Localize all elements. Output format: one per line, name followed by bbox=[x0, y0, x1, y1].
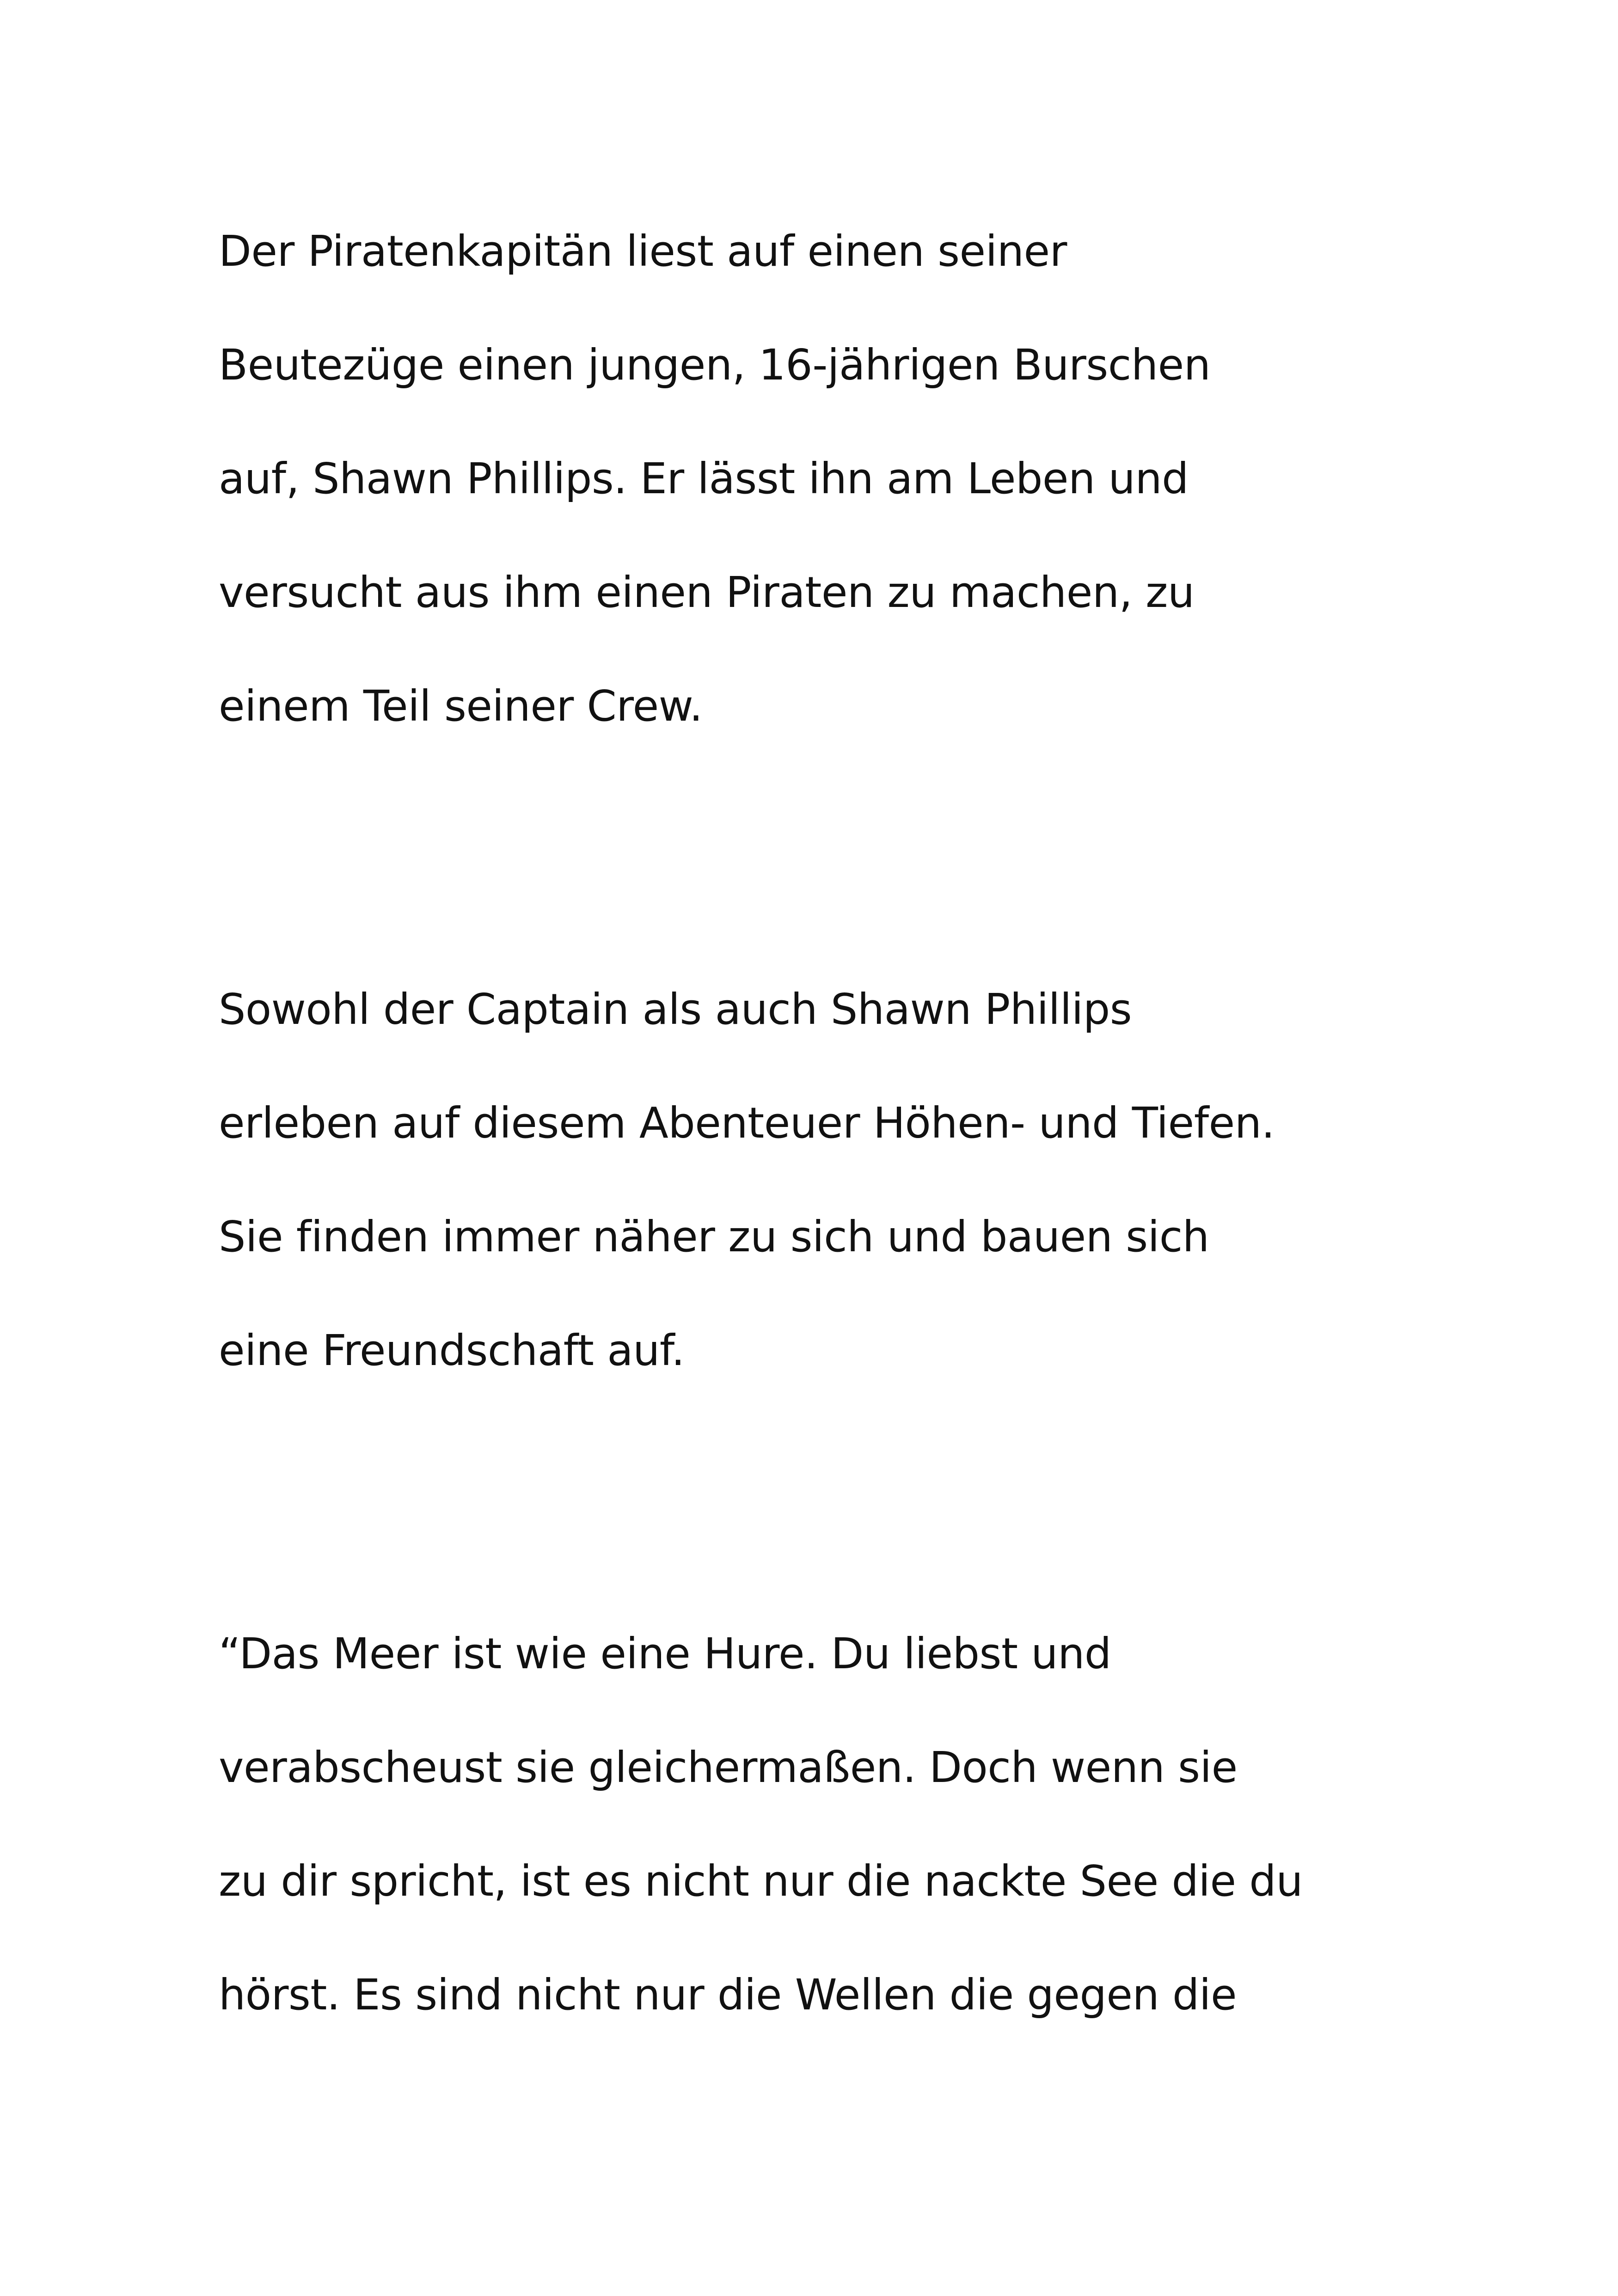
text-line: eine Freundschaft auf. bbox=[219, 1326, 685, 1375]
text-line: erleben auf diesem Abenteuer Höhen- und Tiefen. bbox=[219, 1098, 1275, 1148]
text-line: versucht aus ihm einen Piraten zu machen, zu bbox=[219, 568, 1195, 617]
text-line: verabscheust sie gleichermaßen. Doch wenn sie bbox=[219, 1743, 1238, 1792]
text-line: einem Teil seiner Crew. bbox=[219, 681, 703, 731]
text-line: Sowohl der Captain als auch Shawn Phillips bbox=[219, 985, 1132, 1034]
text-line: zu dir spricht, ist es nicht nur die nackte See die du bbox=[219, 1856, 1303, 1906]
text-line: hörst. Es sind nicht nur die Wellen die gegen die bbox=[219, 1970, 1237, 2020]
text-line: “Das Meer ist wie eine Hure. Du liebst und bbox=[219, 1629, 1111, 1678]
text-line: Sie finden immer näher zu sich und bauen sich bbox=[219, 1212, 1209, 1261]
text-line: auf, Shawn Phillips. Er lässt ihn am Leben und bbox=[219, 454, 1189, 503]
text-line: Beutezüge einen jungen, 16-jährigen Burschen bbox=[219, 340, 1211, 390]
text-line: Der Piratenkapitän liest auf einen seiner bbox=[219, 227, 1067, 276]
